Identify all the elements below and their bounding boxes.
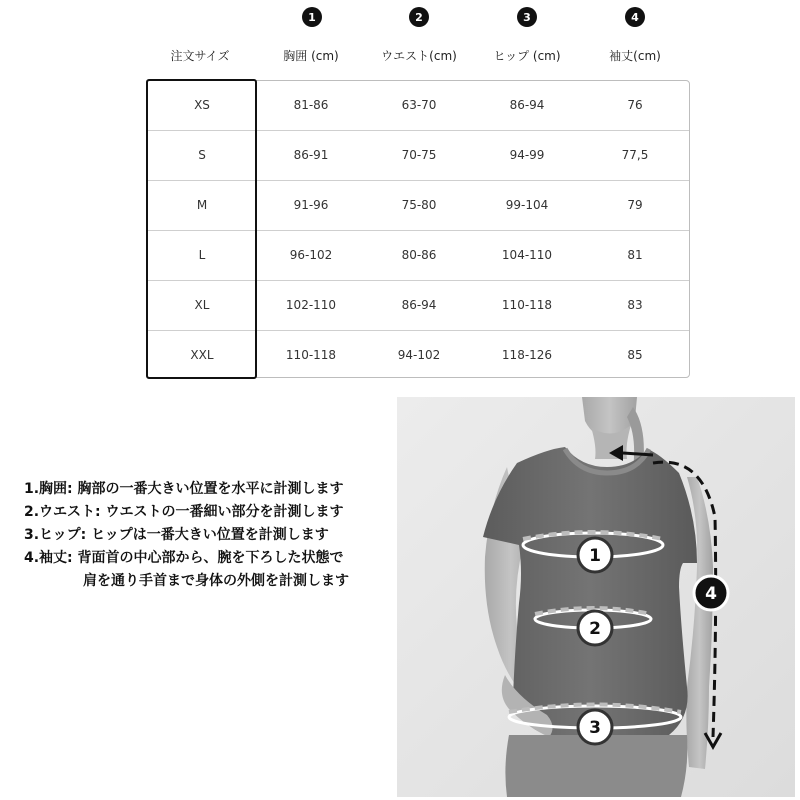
- note-sleeve-continued: 肩を通り手首まで身体の外側を計測します: [83, 573, 349, 589]
- header-hip: ヒップ (cm): [493, 49, 561, 63]
- waist-cell: 94-102: [397, 348, 441, 362]
- chest-cell: 86-91: [293, 148, 329, 162]
- size-cell: XL: [194, 298, 210, 312]
- size-cell: M: [196, 198, 208, 212]
- waist-cell: 63-70: [401, 98, 437, 112]
- note-sleeve: 4.袖丈: 背面首の中心部から、腕を下ろした状態で: [24, 550, 344, 566]
- marker-2-label: 2: [589, 619, 601, 639]
- waist-cell: 75-80: [401, 198, 437, 212]
- column-number-badge: 3: [517, 7, 537, 27]
- size-cell: S: [198, 148, 206, 162]
- size-cell: XXL: [190, 348, 214, 362]
- header-sleeve: 袖丈(cm): [609, 49, 661, 63]
- note-hip: 3.ヒップ: ヒップは一番大きい位置を計測します: [24, 527, 329, 543]
- hip-cell: 86-94: [509, 98, 545, 112]
- hip-cell: 118-126: [501, 348, 553, 362]
- sleeve-cell: 85: [627, 348, 643, 362]
- measurement-notes: [24, 478, 349, 593]
- sleeve-cell: 77,5: [621, 148, 649, 162]
- chest-cell: 102-110: [285, 298, 337, 312]
- sleeve-cell: 79: [627, 198, 643, 212]
- size-cell: L: [198, 248, 206, 262]
- model-measurement-photo: [397, 397, 795, 797]
- marker-3-label: 3: [589, 718, 601, 738]
- sleeve-cell: 83: [627, 298, 643, 312]
- column-number-badge: 1: [302, 7, 322, 27]
- hip-cell: 94-99: [509, 148, 545, 162]
- chest-cell: 110-118: [285, 348, 337, 362]
- hip-cell: 110-118: [501, 298, 553, 312]
- sleeve-cell: 81: [627, 248, 643, 262]
- model-illustration: [397, 397, 795, 797]
- hip-cell: 99-104: [505, 198, 549, 212]
- sleeve-cell: 76: [627, 98, 643, 112]
- marker-1-label: 1: [589, 546, 601, 566]
- sleeve-arrow-start: [623, 453, 653, 455]
- waist-cell: 80-86: [401, 248, 437, 262]
- chest-cell: 96-102: [289, 248, 333, 262]
- column-number-badge: 2: [409, 7, 429, 27]
- header-waist: ウエスト(cm): [381, 49, 457, 63]
- chest-cell: 81-86: [293, 98, 329, 112]
- chest-cell: 91-96: [293, 198, 329, 212]
- note-waist: 2.ウエスト: ウエストの一番細い部分を計測します: [24, 504, 344, 520]
- size-cell: XS: [194, 98, 210, 112]
- column-number-badge: 4: [625, 7, 645, 27]
- size-column-highlight: [146, 79, 257, 379]
- header-chest: 胸囲 (cm): [283, 49, 339, 63]
- waist-cell: 70-75: [401, 148, 437, 162]
- marker-4-label: 4: [705, 584, 717, 604]
- note-chest: 1.胸囲: 胸部の一番大きい位置を水平に計測します: [24, 481, 344, 497]
- waist-cell: 86-94: [401, 298, 437, 312]
- hip-cell: 104-110: [501, 248, 553, 262]
- header-order-size: 注文サイズ: [170, 49, 230, 63]
